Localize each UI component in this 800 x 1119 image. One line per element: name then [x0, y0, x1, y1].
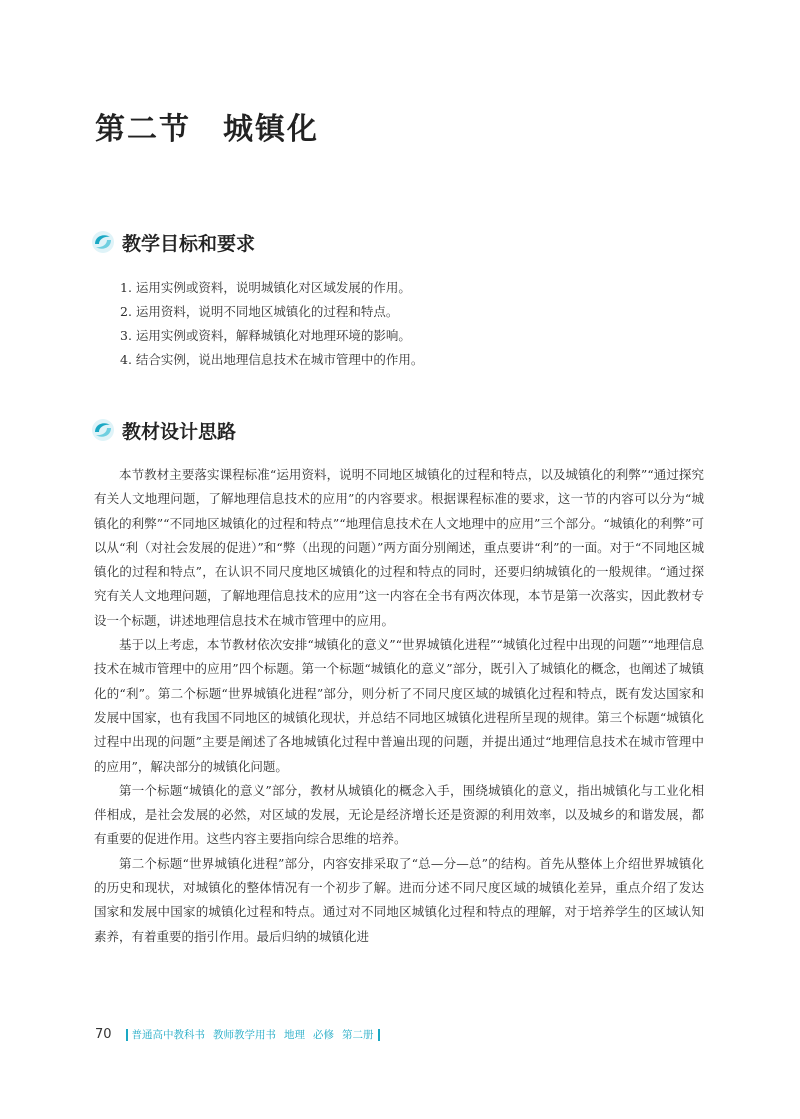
section-heading-objectives: [90, 228, 255, 256]
objective-item: 4. 结合实例，说出地理信息技术在城市管理中的作用。: [120, 352, 424, 367]
paragraph: 本节教材主要落实课程标准“运用资料，说明不同地区城镇化的过程和特点，以及城镇化的利弊”“通过探究有关人文地理问题，了解地理信息技术的应用”的内容要求。根据课程标准的要求，这一节的内容可以分为“城镇化的利弊”“不同地区城镇化的过程和特点”“地理信息技术在人文地理中的应用”三个部分。“城镇化的利弊”可以从“利（对社会发展的促进）”和“弊（出现的问题）”两方面分别阐述，重点要讲“利”的一面。对于“不同地区城镇化的过程和特点”，在认识不同尺度地区城镇化的过程和特点的同时，还要归纳城镇化的一般规律。“通过探究有关人文地理问题，了解地理信息技术的应用”这一内容在全书有两次体现，本节是第一次落实，因此教材专设一个标题，讲述地理信息技术在城市管理中的应用。: [94, 467, 704, 628]
footer-divider: [378, 1029, 380, 1041]
section-heading-design: [90, 416, 236, 444]
footer-course: 必修: [313, 1029, 335, 1041]
swirl-icon: [90, 229, 116, 255]
page-number: 70: [95, 1027, 112, 1042]
section-heading-text: 教材设计思路: [122, 420, 237, 443]
footer-subject: 地理: [284, 1029, 306, 1041]
objective-item: 2. 运用资料，说明不同地区城镇化的过程和特点。: [120, 304, 399, 319]
paragraph: 基于以上考虑，本节教材依次安排“城镇化的意义”“世界城镇化进程”“城镇化过程中出现的问题”“地理信息技术在城市管理中的应用”四个标题。第一个标题“城镇化的意义”部分，既引入了城镇化的概念，也阐述了城镇化的“利”。第二个标题“世界城镇化进程”部分，则分析了不同尺度区域的城镇化过程和特点，既有发达国家和发展中国家，也有我国不同地区的城镇化现状，并总结不同地区城镇化进程所呈现的规律。第三个标题“城镇化过程中出现的问题”主要是阐述了各地城镇化过程中普遍出现的问题，并提出通过“地理信息技术在城市管理中的应用”，解决部分的城镇化问题。: [94, 637, 704, 774]
footer-book-series: 普通高中教科书: [131, 1029, 206, 1041]
footer-volume: 第二册: [342, 1029, 374, 1041]
paragraph: 第二个标题“世界城镇化进程”部分，内容安排采取了“总—分—总”的结构。首先从整体上介绍世界城镇化的历史和现状，对城镇化的整体情况有一个初步了解。进而分述不同尺度区域的城镇化差异，重点介绍了发达国家和发展中国家的城镇化过程和特点。通过对不同地区城镇化过程和特点的理解，对于培养学生的区域认知素养，有着重要的指引作用。最后归纳的城镇化进: [94, 855, 704, 944]
page-footer: [95, 1027, 380, 1042]
footer-divider: [126, 1029, 128, 1041]
swirl-icon: [90, 417, 116, 443]
paragraph: 第一个标题“城镇化的意义”部分，教材从城镇化的概念入手，围绕城镇化的意义，指出城镇化与工业化相伴相成，是社会发展的必然，对区域的发展，无论是经济增长还是资源的利用效率，以及城乡的和谐发展，都有重要的促进作用。这些内容主要指向综合思维的培养。: [94, 782, 704, 847]
footer-book-type: 教师教学用书: [213, 1029, 277, 1041]
objective-item: 3. 运用实例或资料，解释城镇化对地理环境的影响。: [120, 328, 411, 343]
section-heading-text: 教学目标和要求: [122, 232, 256, 255]
page-title: 第二节 城镇化: [95, 112, 319, 147]
objectives-list: [120, 276, 680, 372]
body-text: [94, 463, 704, 949]
objective-item: 1. 运用实例或资料，说明城镇化对区域发展的作用。: [120, 280, 411, 295]
